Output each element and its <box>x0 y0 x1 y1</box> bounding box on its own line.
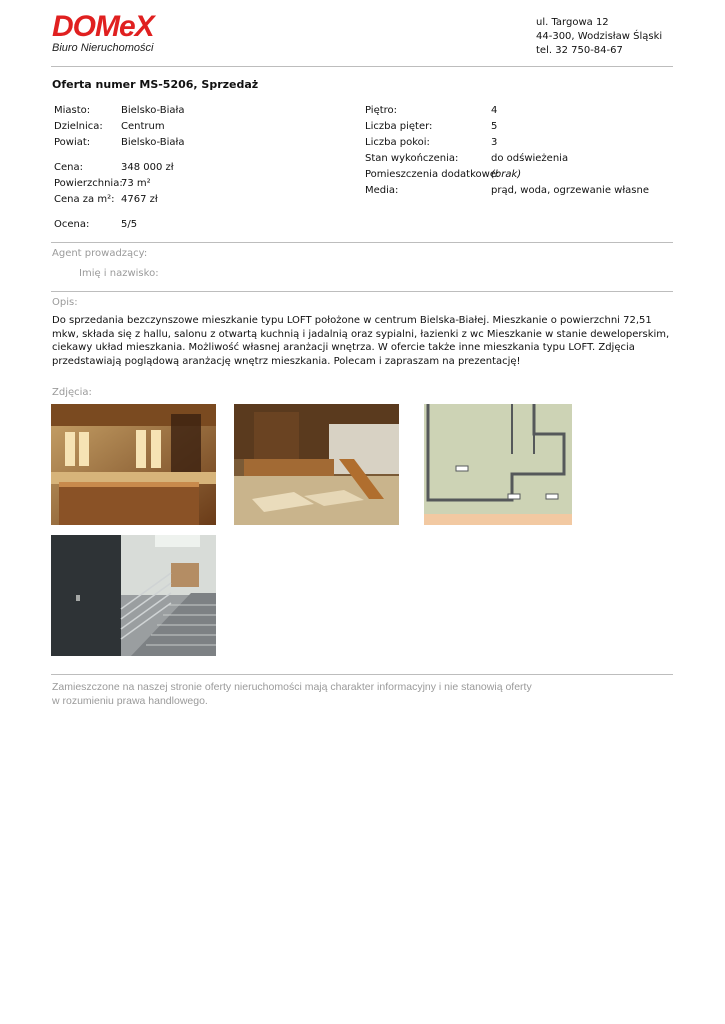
description-text: Do sprzedania bezczynszowe mieszkanie typu LOFT położone w centrum Bielska-Białej. Mieszkanie o powierzchni 72,51 mkw, składa się z hallu, salonu z otwartą kuchnią i jadalnią oraz sypialni, łazienki z wc Mieszkanie w stanie deweloperskim, ciekawy układ mieszkania. Możliwość własnej aranżacji wnętrza. W ofercie także inne mieszkania typu LOFT. Zdjęcia przedstawiają poglądową aranżację wnętrz mieszkania. Polecam i zapraszam na prezentację! <box>52 315 670 367</box>
detail-key: Liczba pięter: <box>365 121 433 132</box>
detail-value: Bielsko-Biała <box>121 105 185 116</box>
detail-key: Dzielnica: <box>54 121 103 132</box>
detail-value: 5 <box>491 121 498 132</box>
footer-line-1: Zamieszczone na naszej stronie oferty nieruchomości mają charakter informacyjny i nie stanowią oferty <box>52 681 532 693</box>
photo-kitchen[interactable] <box>234 404 399 525</box>
detail-key: Media: <box>365 185 399 196</box>
photo-staircase-image <box>51 535 216 656</box>
logo-text: DOMeX <box>52 10 154 43</box>
company-address <box>536 16 662 58</box>
photo-staircase[interactable] <box>51 535 216 656</box>
header-divider <box>51 66 673 67</box>
photo-living-room[interactable] <box>51 404 216 525</box>
detail-key: Miasto: <box>54 105 91 116</box>
detail-value: 348 000 zł <box>121 162 174 173</box>
footer-divider <box>51 674 673 675</box>
address-phone: tel. 32 750-84-67 <box>536 45 623 56</box>
company-logo <box>52 12 154 54</box>
logo-subtitle: Biuro Nieruchomości <box>52 42 154 54</box>
agent-name-label: Imię i nazwisko: <box>79 268 159 279</box>
agent-divider <box>51 291 673 292</box>
detail-key: Powiat: <box>54 137 91 148</box>
detail-key: Stan wykończenia: <box>365 153 459 164</box>
detail-key: Powierzchnia: <box>54 178 123 189</box>
footer-disclaimer <box>52 681 532 708</box>
address-city: 44-300, Wodzisław Śląski <box>536 31 663 42</box>
description-label: Opis: <box>52 297 78 308</box>
detail-value: Centrum <box>121 121 165 132</box>
photos-label: Zdjęcia: <box>52 387 92 398</box>
detail-value: 5/5 <box>121 219 138 230</box>
detail-value: Bielsko-Biała <box>121 137 185 148</box>
detail-value: 4 <box>491 105 498 116</box>
detail-value: (brak) <box>491 169 522 180</box>
photo-kitchen-image <box>234 404 399 525</box>
detail-value: 3 <box>491 137 498 148</box>
footer-line-2: w rozumieniu prawa handlowego. <box>52 694 208 707</box>
detail-value: do odświeżenia <box>491 153 569 164</box>
details-divider <box>51 242 673 243</box>
detail-key: Cena za m²: <box>54 194 115 205</box>
detail-key: Ocena: <box>54 219 90 230</box>
offer-title: Oferta numer MS-5206, Sprzedaż <box>52 78 259 91</box>
detail-value: 4767 zł <box>121 194 158 205</box>
detail-key: Piętro: <box>365 105 398 116</box>
address-street: ul. Targowa 12 <box>536 17 609 28</box>
detail-key: Cena: <box>54 162 83 173</box>
detail-key: Pomieszczenia dodatkowe: <box>365 169 500 180</box>
photo-floor-plan-image <box>416 404 581 525</box>
detail-value: 73 m² <box>121 178 151 189</box>
detail-value: prąd, woda, ogrzewanie własne <box>491 185 650 196</box>
photo-floor-plan[interactable] <box>416 404 581 525</box>
photo-living-room-image <box>51 404 216 525</box>
agent-label: Agent prowadzący: <box>52 248 148 259</box>
detail-key: Liczba pokoi: <box>365 137 430 148</box>
